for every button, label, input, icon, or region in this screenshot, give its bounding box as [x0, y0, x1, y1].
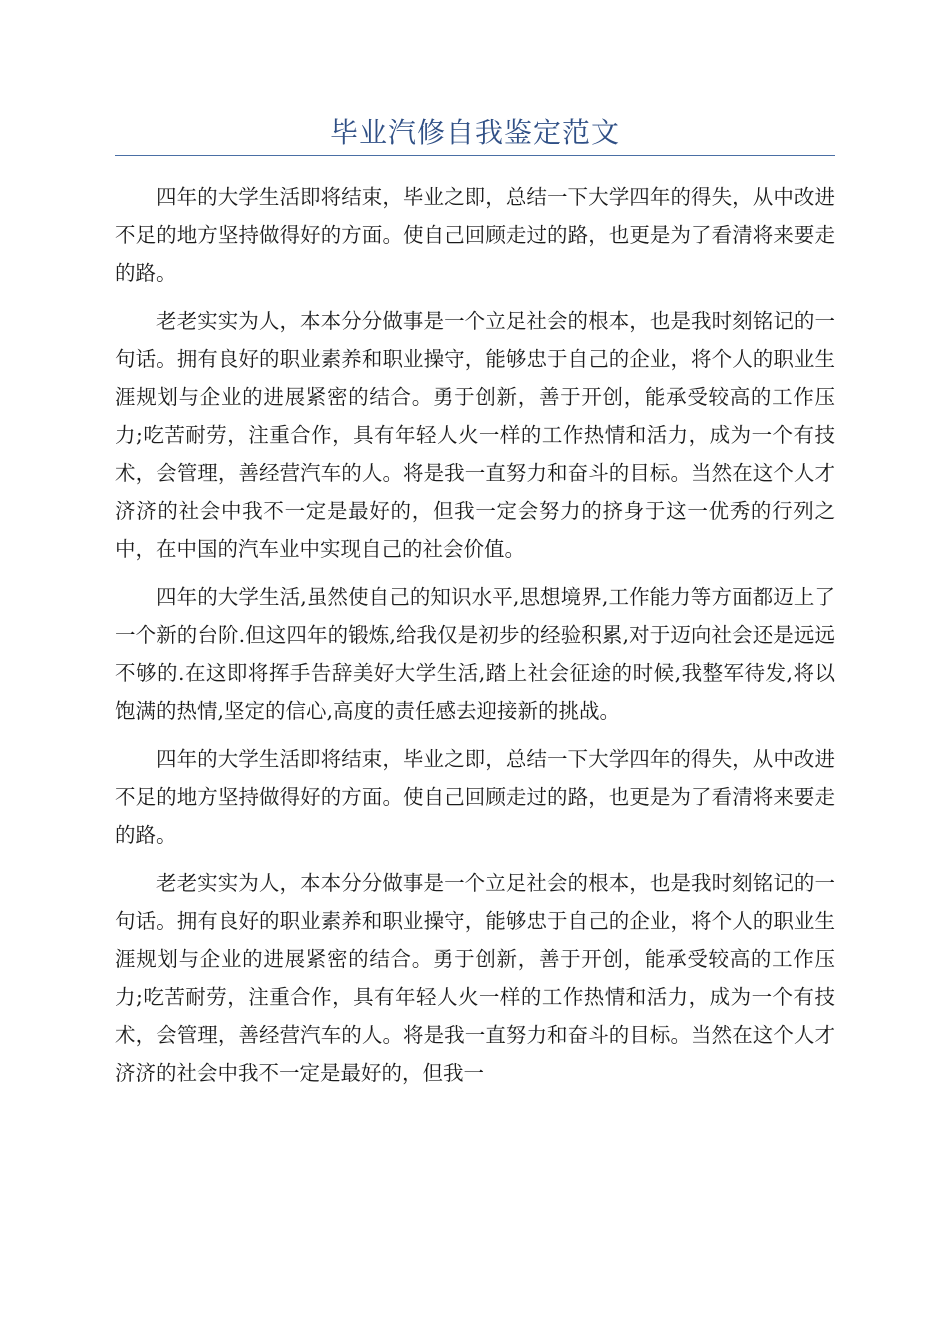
paragraph-4: 四年的大学生活即将结束，毕业之即，总结一下大学四年的得失，从中改进不足的地方坚持做得好的方面。使自己回顾走过的路，也更是为了看清将来要走的路。 [115, 747, 835, 847]
title-block [115, 110, 835, 156]
page-title: 毕业汽修自我鉴定范文 [329, 116, 620, 149]
paragraph-3: 四年的大学生活,虽然使自己的知识水平,思想境界,工作能力等方面都迈上了一个新的台阶.但这四年的锻炼,给我仅是初步的经验积累,对于迈向社会还是远远不够的.在这即将挥手告辞美好大学生活,踏上社会征途的时候,我整军待发,将以饱满的热情,坚定的信心,高度的责任感去迎接新的挑战。 [115, 585, 835, 723]
document-body [115, 178, 835, 1102]
paragraph-2: 老老实实为人，本本分分做事是一个立足社会的根本，也是我时刻铭记的一句话。拥有良好的职业素养和职业操守，能够忠于自己的企业，将个人的职业生涯规划与企业的进展紧密的结合。勇于创新，善于开创，能承受较高的工作压力;吃苦耐劳，注重合作，具有年轻人火一样的工作热情和活力，成为一个有技术，会管理，善经营汽车的人。将是我一直努力和奋斗的目标。当然在这个人才济济的社会中我不一定是最好的，但我一定会努力的挤身于这一优秀的行列之中，在中国的汽车业中实现自己的社会价值。 [115, 309, 835, 561]
paragraph-5: 老老实实为人，本本分分做事是一个立足社会的根本，也是我时刻铭记的一句话。拥有良好的职业素养和职业操守，能够忠于自己的企业，将个人的职业生涯规划与企业的进展紧密的结合。勇于创新，善于开创，能承受较高的工作压力;吃苦耐劳，注重合作，具有年轻人火一样的工作热情和活力，成为一个有技术，会管理，善经营汽车的人。将是我一直努力和奋斗的目标。当然在这个人才济济的社会中我不一定是最好的，但我一 [115, 871, 835, 1085]
paragraph-1: 四年的大学生活即将结束，毕业之即，总结一下大学四年的得失，从中改进不足的地方坚持做得好的方面。使自己回顾走过的路，也更是为了看清将来要走的路。 [115, 185, 835, 285]
